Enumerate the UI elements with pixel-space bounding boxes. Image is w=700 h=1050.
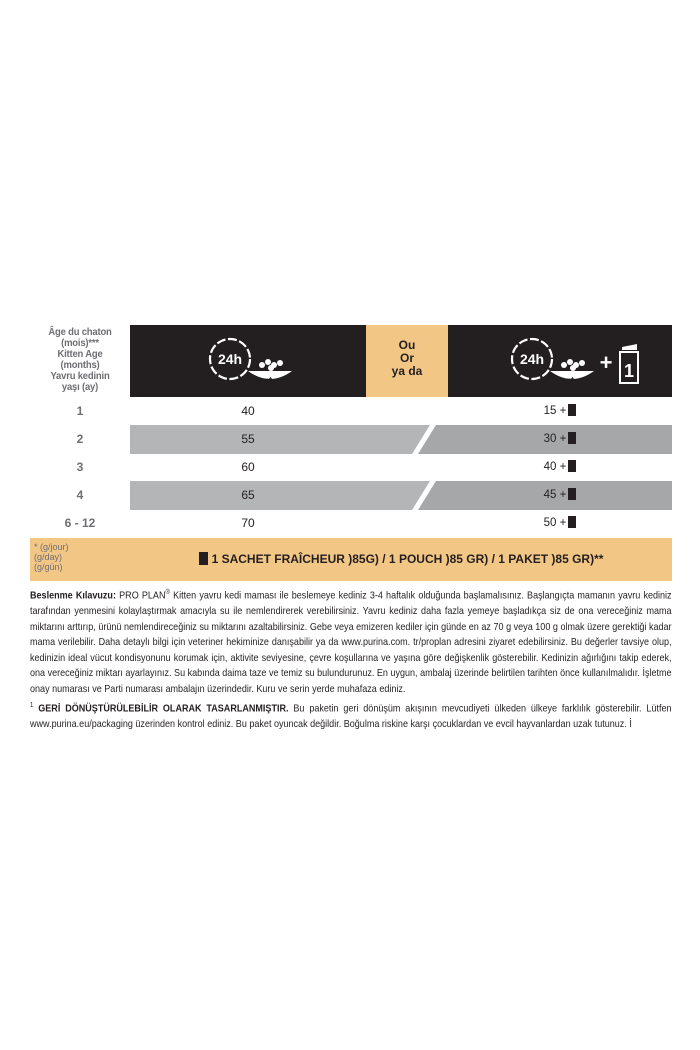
or-fr: Ou [398, 338, 416, 352]
clock-24h-label: 24h [217, 351, 243, 367]
row-mixed-grams [500, 397, 620, 426]
row-mixed-grams [500, 481, 620, 510]
grams-unit-label: g* [264, 376, 272, 385]
age-header-tr-unit: yaşı (ay) [61, 381, 99, 393]
mixed-food-header [448, 325, 672, 397]
table-row [30, 397, 672, 426]
age-header-en-unit: (months) [60, 359, 100, 371]
plus-sign: + [599, 350, 613, 375]
table-row [30, 425, 672, 454]
table-header [30, 325, 672, 397]
row-mixed-grams [500, 453, 620, 482]
brand-name: PRO PLAN [119, 589, 166, 602]
or-label [366, 339, 448, 378]
pouch-icon [568, 460, 576, 472]
row-mixed-value: 30 + [543, 433, 567, 445]
guide-lead: Beslenme Kılavuzu: [30, 589, 116, 602]
registered-mark: ® [165, 589, 170, 596]
pouch-icon [568, 432, 576, 444]
table-row [30, 453, 672, 482]
row-dry-grams: 70 [241, 516, 255, 530]
row-mixed-grams [500, 509, 620, 538]
unit-fr: * (g/jour) [34, 542, 69, 552]
row-age: 1 [76, 404, 84, 418]
pouch-icon [568, 516, 576, 528]
row-age: 2 [76, 432, 84, 446]
footer-band [30, 538, 672, 581]
pouch-icon [568, 488, 576, 500]
recycle-heading: GERİ DÖNÜŞTÜRÜLEBİLİR OLARAK TASARLANMIŞTIR. [33, 702, 289, 715]
pouch-note [130, 538, 672, 581]
grams-unit-label: g* [566, 376, 574, 385]
age-header-tr: Yavru kedinin [50, 370, 110, 382]
row-mixed-value: 45 + [543, 489, 567, 501]
dry-food-header [130, 325, 366, 397]
clock-bowl-pouch-icon [448, 325, 672, 397]
table-row [30, 509, 672, 538]
row-age: 4 [76, 488, 84, 502]
recycle-paragraph: Bu paketin geri dönüşüm akışının mevcudiyeti ülkeden ülkeye farklılık gösterebilir. Lütfen www.purina.eu/packaging üzerinden kontrol ediniz. Bu paket oyuncak değildir. Boğulma riskine karşı çocuklardan ve evcil hayvanlardan uzak tutunuz. İ [30, 702, 672, 730]
row-age: 6 - 12 [64, 516, 96, 530]
row-age: 3 [76, 460, 84, 474]
pouch-count: 1 [623, 361, 635, 381]
age-header-fr: Âge du chaton [48, 326, 112, 338]
age-column-header [35, 327, 125, 393]
or-tr: ya da [391, 364, 423, 378]
or-en: Or [399, 351, 414, 365]
row-dry-grams: 55 [241, 432, 255, 446]
age-header-en: Kitten Age [57, 348, 103, 360]
pouch-note-text: 1 SACHET FRAÎCHEUR )85G) / 1 POUCH )85 GR) / 1 PAKET )85 GR)** [211, 552, 604, 566]
age-header-fr-unit: (mois)*** [61, 337, 99, 349]
row-dry-grams: 60 [241, 460, 255, 474]
row-mixed-value: 40 + [543, 461, 567, 473]
units-note [34, 542, 69, 572]
unit-en: (g/day) [34, 552, 63, 562]
pouch-icon [199, 552, 208, 565]
pouch-icon [568, 404, 576, 416]
footnote-mark: 1 [30, 701, 34, 709]
feeding-guide-text [30, 585, 672, 732]
unit-tr: (g/gün) [34, 562, 63, 572]
row-mixed-grams [500, 425, 620, 454]
row-mixed-value: 50 + [543, 517, 567, 529]
guide-paragraph: Kitten yavru kedi maması ile beslemeye kediniz 3-4 haftalık olduğunda başlamalısınız. Başlangıçta mamanın yavru kediniz tarafından yenmesini kolaylaştırmak amacıyla su ile nemlendirerek verebilirsiniz. Yavru kediniz daha fazla yemeye başladıkça siz de ona vereceğiniz mama miktarını arttırıp, ürünü nemlendireceğiniz su miktarını azaltabilirsiniz. Gebe veya emizeren kediler için günde en az 70 g veya 100 g olmak üzere gerektiği kadar mama verilebilir. Daha detaylı bilgi için veteriner hekiminize danışabilir ya da www.purina.com. tr/proplan adresini ziyaret edebilirsiniz. Bu değerler tavsiye olup, kedinizin ideal vücut kondisyonunu korumak için, aktivite seviyesine, çevre koşullarına ve yaşına göre değişkenlik gösterebilir. Kedinizin ağırlığını takip ederek, ona vereceğiniz miktarı ayarlayınız. Su kabında daima taze ve temiz su bulundurunuz. En uygun, ambalaj üzerinde belirtilen tarihten önce kullanılmalıdır. İşletme onay numarası ve Parti numarası ambalajın üzerindedir. Kuru ve serin yerde muhafaza ediniz. [30, 589, 672, 696]
row-dry-grams: 40 [241, 404, 255, 418]
clock-bowl-icon [130, 325, 366, 397]
clock-24h-label: 24h [519, 351, 545, 367]
table-row [30, 481, 672, 510]
row-mixed-value: 15 + [543, 405, 567, 417]
row-dry-grams: 65 [241, 488, 255, 502]
